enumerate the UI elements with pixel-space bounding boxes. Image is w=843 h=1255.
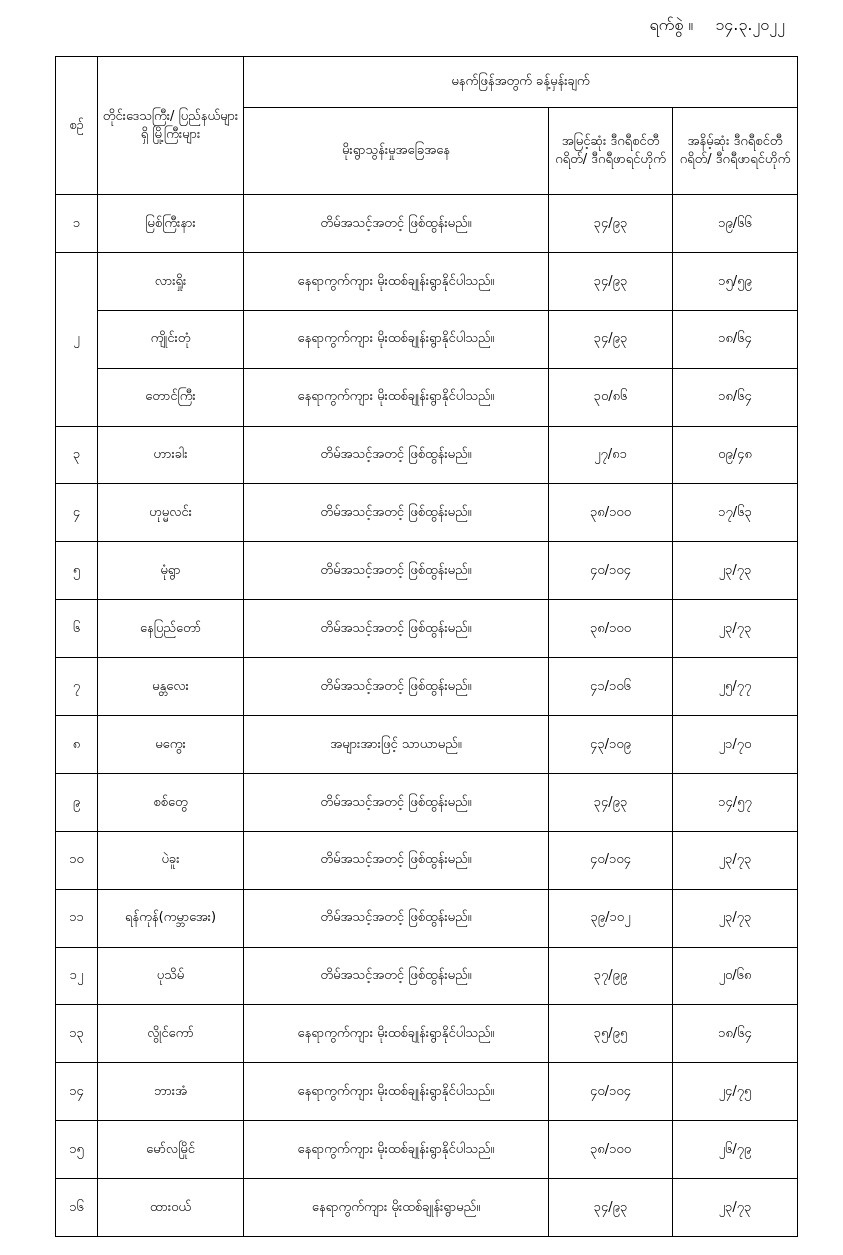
- max-temperature: ၃၅/၉၅: [549, 1005, 673, 1063]
- rain-condition: နေရာကွက်ကျား မိုးထစ်ချုန်းရွာနိုင်ပါသည်။: [244, 310, 549, 368]
- table-row: [56, 1005, 798, 1063]
- table-row: [56, 889, 798, 947]
- row-number: ၉: [56, 773, 98, 831]
- header-max-temp: အမြင့်ဆုံး ဒီဂရီစင်တီဂရိတ်/ ဒီဂရီဖာရင်ဟိုက်: [549, 108, 673, 195]
- row-number: ၁၆: [56, 1179, 98, 1237]
- rain-condition: နေရာကွက်ကျား မိုးထစ်ချုန်းရွာနိုင်ပါသည်။: [244, 1063, 549, 1121]
- row-number: ၆: [56, 600, 98, 658]
- table-row: [56, 310, 798, 368]
- max-temperature: ၄၀/၁၀၄: [549, 831, 673, 889]
- min-temperature: ၁၅/၅၉: [673, 252, 798, 310]
- city-name: တောင်ကြီး: [98, 368, 244, 426]
- table-row: [56, 773, 798, 831]
- forecast-table: [55, 56, 798, 1237]
- max-temperature: ၃၈/၁၀၀: [549, 600, 673, 658]
- header-min-temp: အနိမ့်ဆုံး ဒီဂရီစင်တီဂရိတ်/ ဒီဂရီဖာရင်ဟိုက်: [673, 108, 798, 195]
- row-number: ၁၀: [56, 831, 98, 889]
- row-number: ၈: [56, 716, 98, 774]
- table-row: [56, 195, 798, 253]
- table-row: [56, 1063, 798, 1121]
- rain-condition: တိမ်အသင့်အတင့် ဖြစ်ထွန်းမည်။: [244, 831, 549, 889]
- header-forecast-group: မနက်ဖြန်အတွက် ခန့်မှန်းချက်: [244, 57, 798, 108]
- rain-condition: နေရာကွက်ကျား မိုးထစ်ချုန်းရွာနိုင်ပါသည်။: [244, 368, 549, 426]
- max-temperature: ၃၄/၉၃: [549, 195, 673, 253]
- max-temperature: ၃၉/၁၀၂: [549, 889, 673, 947]
- min-temperature: ၂၄/၇၅: [673, 1063, 798, 1121]
- city-name: လားရှိုး: [98, 252, 244, 310]
- min-temperature: ၂၅/၇၇: [673, 658, 798, 716]
- rain-condition: တိမ်အသင့်အတင့် ဖြစ်ထွန်းမည်။: [244, 426, 549, 484]
- row-number: ၂: [56, 252, 98, 426]
- row-number: ၄: [56, 484, 98, 542]
- max-temperature: ၂၇/၈၁: [549, 426, 673, 484]
- city-name: ပုသိမ်: [98, 947, 244, 1005]
- min-temperature: ၁၄/၅၇: [673, 773, 798, 831]
- city-name: ဟားခါး: [98, 426, 244, 484]
- max-temperature: ၄၀/၁၀၄: [549, 542, 673, 600]
- table-row: [56, 831, 798, 889]
- rain-condition: နေရာကွက်ကျား မိုးထစ်ချုန်းရွာမည်။: [244, 1179, 549, 1237]
- table-row: [56, 600, 798, 658]
- table-row: [56, 368, 798, 426]
- row-number: ၅: [56, 542, 98, 600]
- min-temperature: ၁၈/၆၄: [673, 1005, 798, 1063]
- city-name: မုံရွာ: [98, 542, 244, 600]
- max-temperature: ၄၁/၁၀၆: [549, 658, 673, 716]
- table-row: [56, 658, 798, 716]
- min-temperature: ၂၃/၇၃: [673, 889, 798, 947]
- table-row: [56, 484, 798, 542]
- rain-condition: တိမ်အသင့်အတင့် ဖြစ်ထွန်းမည်။: [244, 947, 549, 1005]
- max-temperature: ၃၈/၁၀၀: [549, 1121, 673, 1179]
- rain-condition: တိမ်အသင့်အတင့် ဖြစ်ထွန်းမည်။: [244, 889, 549, 947]
- city-name: စစ်တွေ: [98, 773, 244, 831]
- city-name: ကျိုင်းတုံ: [98, 310, 244, 368]
- min-temperature: ၂၆/၇၉: [673, 1121, 798, 1179]
- max-temperature: ၄၃/၁၀၉: [549, 716, 673, 774]
- min-temperature: ၀၉/၄၈: [673, 426, 798, 484]
- city-name: နေပြည်တော်: [98, 600, 244, 658]
- city-name: ထားဝယ်: [98, 1179, 244, 1237]
- rain-condition: နေရာကွက်ကျား မိုးထစ်ချုန်းရွာနိုင်ပါသည်။: [244, 1121, 549, 1179]
- city-name: ပဲခူး: [98, 831, 244, 889]
- min-temperature: ၁၈/၆၄: [673, 310, 798, 368]
- city-name: မကွေး: [98, 716, 244, 774]
- rain-condition: တိမ်အသင့်အတင့် ဖြစ်ထွန်းမည်။: [244, 484, 549, 542]
- city-name: မြစ်ကြီးနား: [98, 195, 244, 253]
- min-temperature: ၁၉/၆၆: [673, 195, 798, 253]
- min-temperature: ၂၀/၆၈: [673, 947, 798, 1005]
- max-temperature: ၃၄/၉၃: [549, 252, 673, 310]
- min-temperature: ၂၃/၇၃: [673, 542, 798, 600]
- date-value: ၁၄.၃.၂၀၂၂: [715, 15, 785, 34]
- min-temperature: ၁၇/၆၃: [673, 484, 798, 542]
- city-name: ဘားအံ: [98, 1063, 244, 1121]
- min-temperature: ၂၃/၇၃: [673, 831, 798, 889]
- header-region: တိုင်းဒေသကြီး/ ပြည်နယ်များရှိ မြို့ကြီးများ: [98, 57, 244, 195]
- city-name: ဟုမ္မလင်း: [98, 484, 244, 542]
- header-no: စဉ်: [56, 57, 98, 195]
- city-name: မော်လမြိုင်: [98, 1121, 244, 1179]
- max-temperature: ၃၇/၉၉: [549, 947, 673, 1005]
- row-number: ၁၂: [56, 947, 98, 1005]
- rain-condition: တိမ်အသင့်အတင့် ဖြစ်ထွန်းမည်။: [244, 600, 549, 658]
- table-row: [56, 716, 798, 774]
- max-temperature: ၃၀/၈၆: [549, 368, 673, 426]
- rain-condition: နေရာကွက်ကျား မိုးထစ်ချုန်းရွာနိုင်ပါသည်။: [244, 1005, 549, 1063]
- min-temperature: ၂၁/၇၀: [673, 716, 798, 774]
- header-condition: မိုးရွာသွန်းမှုအခြေအနေ: [244, 108, 549, 195]
- forecast-table-body: [56, 195, 798, 1237]
- table-row: [56, 542, 798, 600]
- row-number: ၁: [56, 195, 98, 253]
- row-number: ၇: [56, 658, 98, 716]
- table-row: [56, 1121, 798, 1179]
- table-row: [56, 1179, 798, 1237]
- table-row: [56, 426, 798, 484]
- max-temperature: ၃၄/၉၃: [549, 310, 673, 368]
- min-temperature: ၂၃/၇၃: [673, 600, 798, 658]
- max-temperature: ၃၈/၁၀၀: [549, 484, 673, 542]
- rain-condition: အများအားဖြင့် သာယာမည်။: [244, 716, 549, 774]
- rain-condition: နေရာကွက်ကျား မိုးထစ်ချုန်းရွာနိုင်ပါသည်။: [244, 252, 549, 310]
- rain-condition: တိမ်အသင့်အတင့် ဖြစ်ထွန်းမည်။: [244, 658, 549, 716]
- min-temperature: ၂၃/၇၃: [673, 1179, 798, 1237]
- row-number: ၃: [56, 426, 98, 484]
- date-label: ရက်စွဲ ။: [649, 15, 694, 34]
- max-temperature: ၃၄/၉၃: [549, 1179, 673, 1237]
- rain-condition: တိမ်အသင့်အတင့် ဖြစ်ထွန်းမည်။: [244, 542, 549, 600]
- max-temperature: ၃၄/၉၃: [549, 773, 673, 831]
- max-temperature: ၄၀/၁၀၄: [549, 1063, 673, 1121]
- table-row: [56, 947, 798, 1005]
- city-name: မန္တလေး: [98, 658, 244, 716]
- row-number: ၁၅: [56, 1121, 98, 1179]
- table-row: [56, 252, 798, 310]
- row-number: ၁၃: [56, 1005, 98, 1063]
- rain-condition: တိမ်အသင့်အတင့် ဖြစ်ထွန်းမည်။: [244, 773, 549, 831]
- row-number: ၁၁: [56, 889, 98, 947]
- date-line: [649, 14, 785, 38]
- min-temperature: ၁၈/၆၄: [673, 368, 798, 426]
- row-number: ၁၄: [56, 1063, 98, 1121]
- city-name: လွိုင်ကော်: [98, 1005, 244, 1063]
- rain-condition: တိမ်အသင့်အတင့် ဖြစ်ထွန်းမည်။: [244, 195, 549, 253]
- city-name: ရန်ကုန်(ကမ္ဘာအေး): [98, 889, 244, 947]
